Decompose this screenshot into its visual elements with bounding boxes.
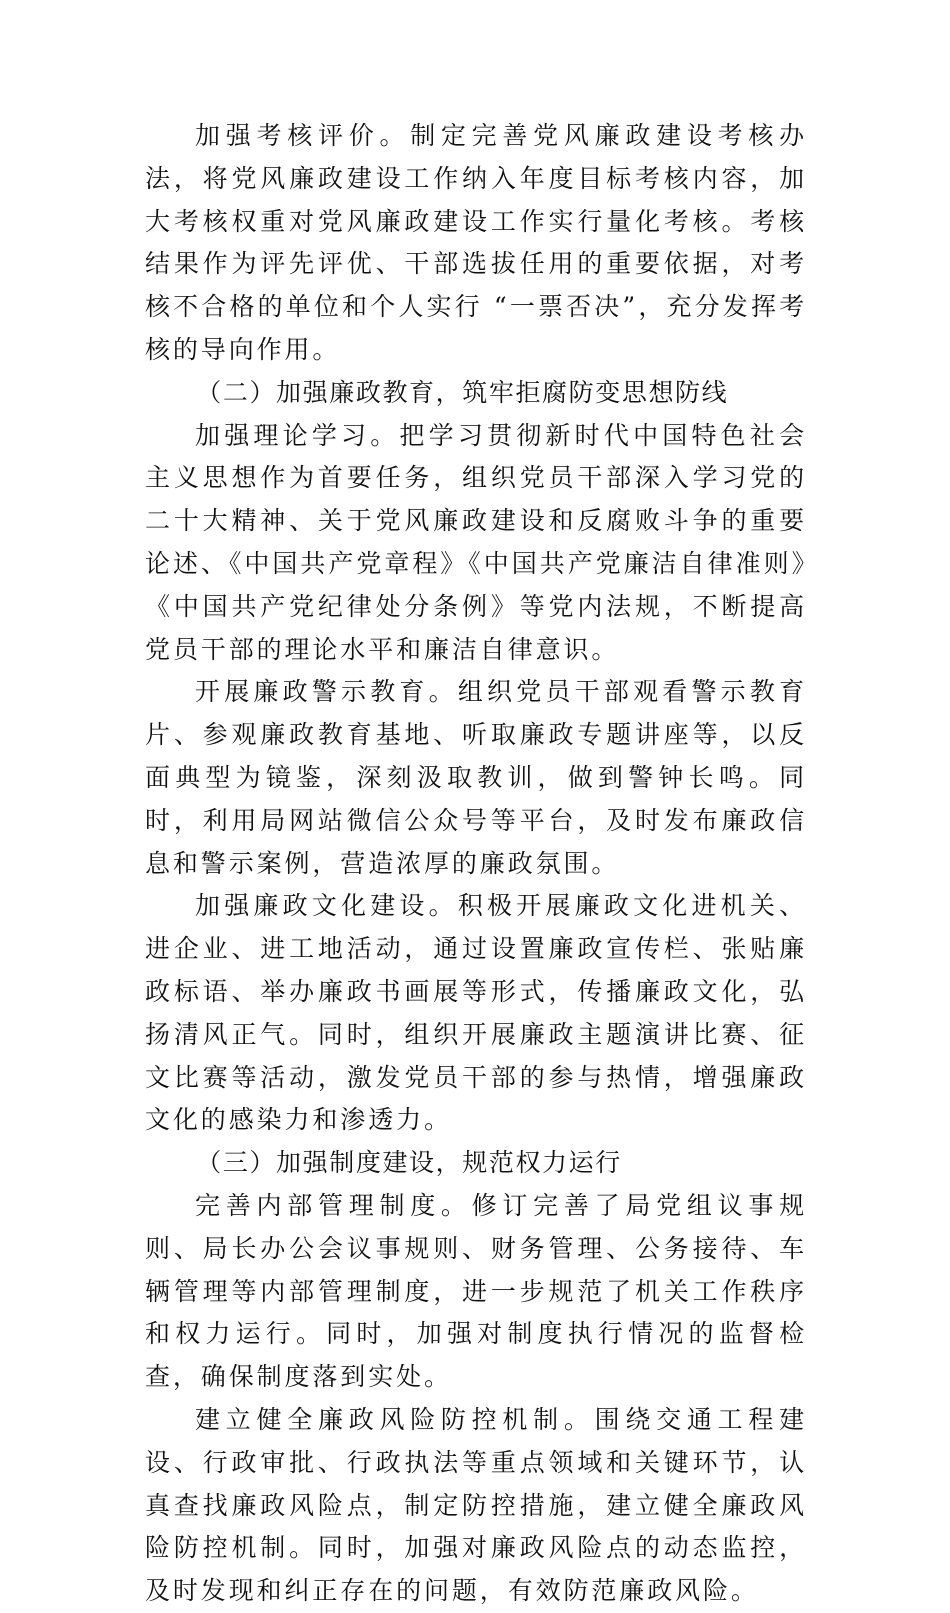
para-culture-building: 加强廉政文化建设。积极开展廉政文化进机关、进企业、进工地活动，通过设置廉政宣传栏、张贴廉政标语、举办廉政书画展等形式，传播廉政文化，弘扬清风正气。同时，组织开展廉政主题演讲比赛、征文比赛等活动，激发党员干部的参与热情，增强廉政文化的感染力和渗透力。 bbox=[145, 891, 807, 1135]
para-assessment: 加强考核评价。制定完善党风廉政建设考核办法，将党风廉政建设工作纳入年度目标考核内容，加大考核权重对党风廉政建设工作实行量化考核。考核结果作为评先评优、干部选拔任用的重要依据，对考核不合格的单位和个人实行 “一票否决”，充分发挥考核的导向作用。 bbox=[145, 121, 807, 364]
para-risk-control: 建立健全廉政风险防控机制。围绕交通工程建设、行政审批、行政执法等重点领域和关键环节，认真查找廉政风险点，制定防控措施，建立健全廉政风险防控机制。同时，加强对廉政风险点的动态监控，及时发现和纠正存在的问题，有效防范廉政风险。 bbox=[145, 1404, 807, 1606]
document-page bbox=[145, 115, 807, 1613]
para-internal-rules: 完善内部管理制度。修订完善了局党组议事规则、局长办公会议事规则、财务管理、公务接待、车辆管理等内部管理制度，进一步规范了机关工作秩序和权力运行。同时，加强对制度执行情况的监督检查，确保制度落到实处。 bbox=[145, 1190, 807, 1392]
para-warning-education: 开展廉政警示教育。组织党员干部观看警示教育片、参观廉政教育基地、听取廉政专题讲座等，以反面典型为镜鉴，深刻汲取教训，做到警钟长鸣。同时，利用局网站微信公众号等平台，及时发布廉政信息和警示案例，营造浓厚的廉政氛围。 bbox=[145, 677, 807, 878]
para-theory-study: 加强理论学习。把学习贯彻新时代中国特色社会主义思想作为首要任务，组织党员干部深入学习党的二十大精神、关于党风廉政建设和反腐败斗争的重要论述、《中国共产党章程》《中国共产党廉洁自律准则》《中国共产党纪律处分条例》等党内法规，不断提高党员干部的理论水平和廉洁自律意识。 bbox=[145, 420, 807, 664]
section-heading-2: （二）加强廉政教育，筑牢拒腐防变思想防线 bbox=[196, 377, 729, 407]
section-heading-3: （三）加强制度建设，规范权力运行 bbox=[196, 1148, 622, 1178]
